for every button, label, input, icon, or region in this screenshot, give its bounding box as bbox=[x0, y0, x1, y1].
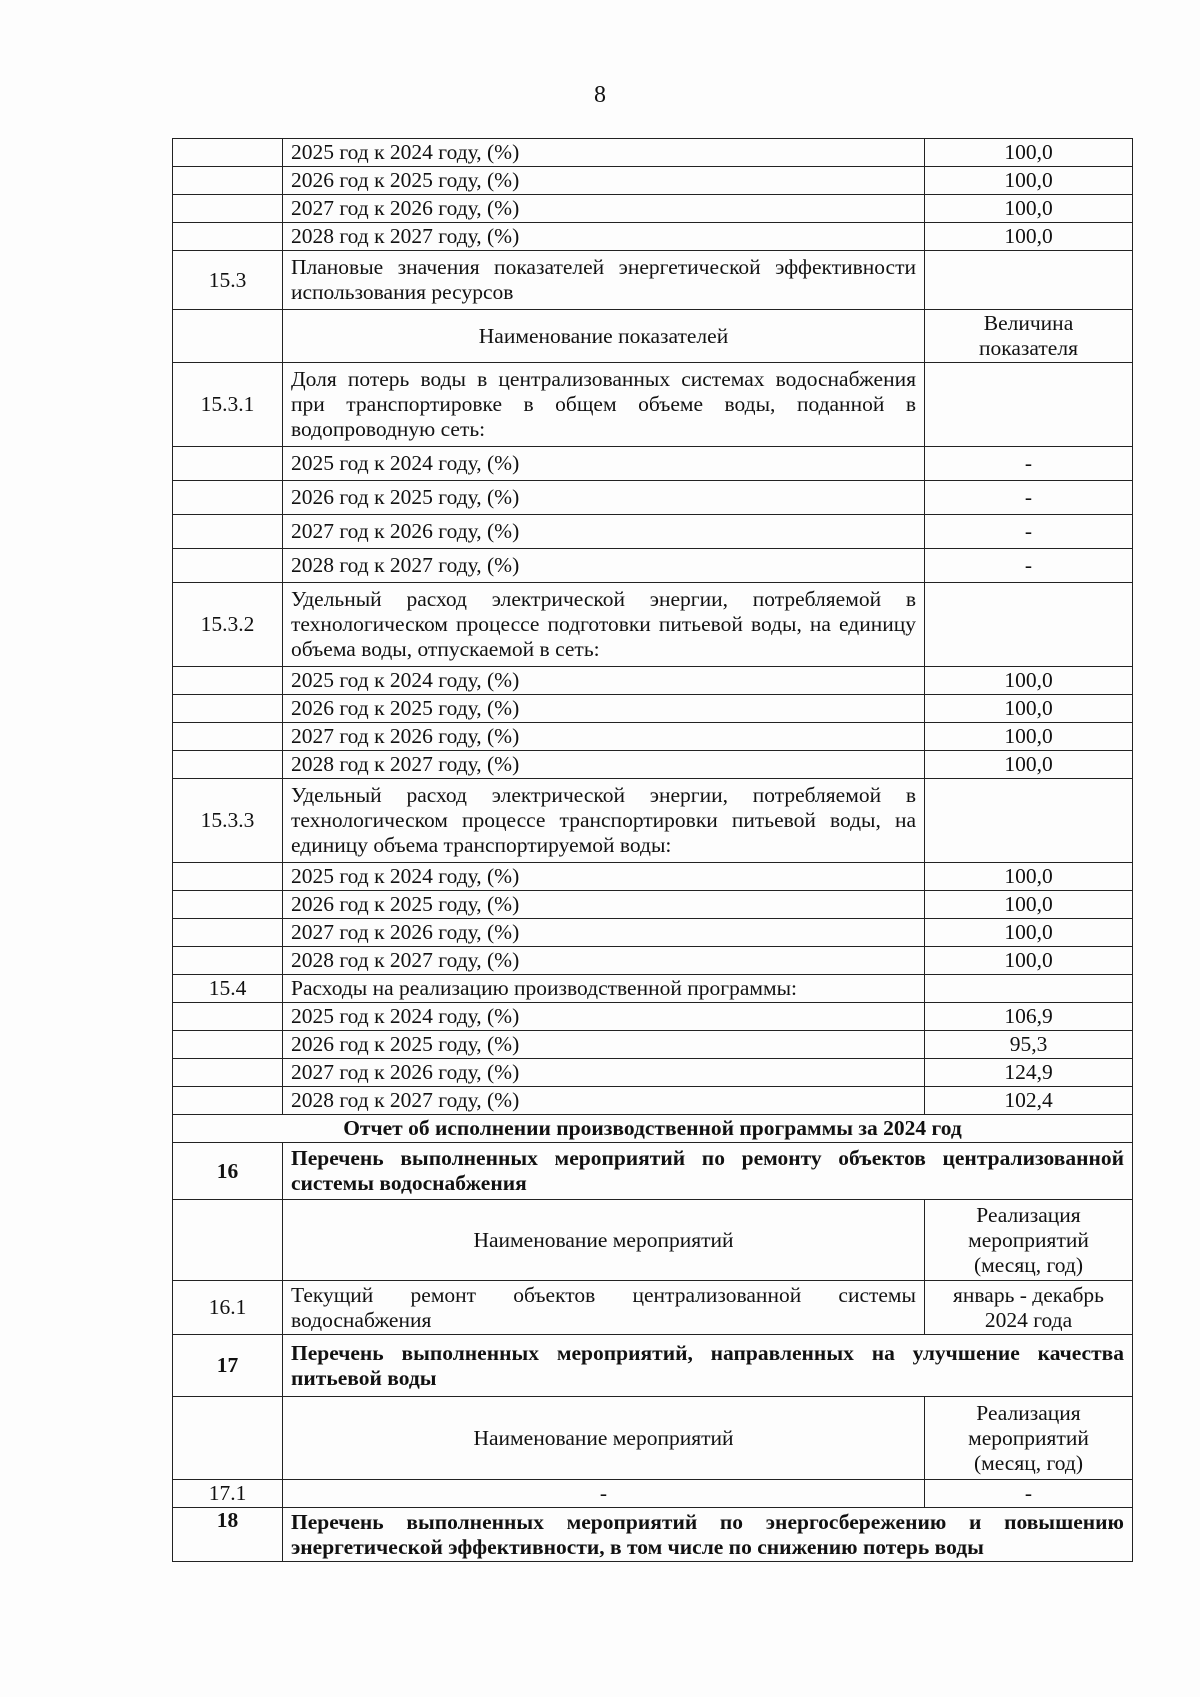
row-value: январь - декабрь 2024 года bbox=[925, 1281, 1133, 1335]
row-label: 2027 год к 2026 году, (%) bbox=[283, 919, 925, 947]
row-label: 2025 год к 2024 году, (%) bbox=[283, 863, 925, 891]
report-heading: Отчет об исполнении производственной программы за 2024 год bbox=[173, 1115, 1133, 1143]
row-label: 2026 год к 2025 году, (%) bbox=[283, 1031, 925, 1059]
row-value: - bbox=[925, 1480, 1133, 1508]
row-number bbox=[173, 919, 283, 947]
row-number bbox=[173, 1031, 283, 1059]
table-row bbox=[173, 139, 1133, 167]
row-value bbox=[925, 363, 1133, 447]
section-17-row bbox=[173, 1335, 1133, 1397]
row-label: 2027 год к 2026 году, (%) bbox=[283, 723, 925, 751]
row-value: 100,0 bbox=[925, 751, 1133, 779]
row-label: 2025 год к 2024 году, (%) bbox=[283, 139, 925, 167]
row-label: 2027 год к 2026 году, (%) bbox=[283, 515, 925, 549]
row-value: 100,0 bbox=[925, 167, 1133, 195]
column-header-name: Наименование мероприятий bbox=[283, 1200, 925, 1281]
row-label: 2025 год к 2024 году, (%) bbox=[283, 447, 925, 481]
column-header-row bbox=[173, 1397, 1133, 1480]
program-table bbox=[172, 138, 1133, 1562]
row-number bbox=[173, 751, 283, 779]
row-value: 100,0 bbox=[925, 139, 1133, 167]
table-row bbox=[173, 947, 1133, 975]
row-label: 2025 год к 2024 году, (%) bbox=[283, 1003, 925, 1031]
row-number bbox=[173, 863, 283, 891]
row-label: 2028 год к 2027 году, (%) bbox=[283, 947, 925, 975]
section-number: 16 bbox=[173, 1143, 283, 1200]
row-number bbox=[173, 695, 283, 723]
row-value bbox=[925, 251, 1133, 310]
table-row bbox=[173, 695, 1133, 723]
table-row bbox=[173, 447, 1133, 481]
table-row bbox=[173, 481, 1133, 515]
table-row bbox=[173, 223, 1133, 251]
row-label: Доля потерь воды в централизованных системах водоснабжения при транспортировке в общем объеме воды, поданной в водопроводную сеть: bbox=[283, 363, 925, 447]
row-number bbox=[173, 723, 283, 751]
table-row-15-3 bbox=[173, 251, 1133, 310]
row-value: 100,0 bbox=[925, 695, 1133, 723]
table-row bbox=[173, 891, 1133, 919]
report-heading-row bbox=[173, 1115, 1133, 1143]
row-label: 2028 год к 2027 году, (%) bbox=[283, 751, 925, 779]
table-row-16-1 bbox=[173, 1281, 1133, 1335]
row-label: 2026 год к 2025 году, (%) bbox=[283, 891, 925, 919]
row-value: 100,0 bbox=[925, 863, 1133, 891]
row-number: 15.3 bbox=[173, 251, 283, 310]
row-value: - bbox=[925, 447, 1133, 481]
row-number bbox=[173, 1397, 283, 1480]
table-row bbox=[173, 723, 1133, 751]
row-number bbox=[173, 1059, 283, 1087]
section-18-row bbox=[173, 1508, 1133, 1562]
page-number: 8 bbox=[594, 82, 606, 108]
table-row bbox=[173, 1003, 1133, 1031]
section-number: 17 bbox=[173, 1335, 283, 1397]
column-header-value: Реализация мероприятий (месяц, год) bbox=[925, 1397, 1133, 1480]
row-value: 100,0 bbox=[925, 919, 1133, 947]
section-number: 18 bbox=[173, 1508, 283, 1562]
row-label: 2028 год к 2027 году, (%) bbox=[283, 223, 925, 251]
row-label: 2025 год к 2024 году, (%) bbox=[283, 667, 925, 695]
table-row-15-3-3 bbox=[173, 779, 1133, 863]
row-label: Текущий ремонт объектов централизованной системы водоснабжения bbox=[283, 1281, 925, 1335]
row-value: 100,0 bbox=[925, 223, 1133, 251]
row-number bbox=[173, 667, 283, 695]
row-number bbox=[173, 1003, 283, 1031]
column-header-value: Реализация мероприятий (месяц, год) bbox=[925, 1200, 1133, 1281]
column-header-row bbox=[173, 310, 1133, 363]
section-title: Перечень выполненных мероприятий, направленных на улучшение качества питьевой воды bbox=[283, 1335, 1133, 1397]
row-number bbox=[173, 195, 283, 223]
row-label: 2028 год к 2027 году, (%) bbox=[283, 1087, 925, 1115]
section-title: Перечень выполненных мероприятий по ремонту объектов централизованной системы водоснабжения bbox=[283, 1143, 1133, 1200]
row-value: - bbox=[925, 515, 1133, 549]
column-header-name: Наименование мероприятий bbox=[283, 1397, 925, 1480]
row-label: Удельный расход электрической энергии, потребляемой в технологическом процессе транспортировки питьевой воды, на единицу объема транспортируемой воды: bbox=[283, 779, 925, 863]
row-number bbox=[173, 515, 283, 549]
row-label: Расходы на реализацию производственной программы: bbox=[283, 975, 925, 1003]
row-number: 15.3.3 bbox=[173, 779, 283, 863]
row-value: 124,9 bbox=[925, 1059, 1133, 1087]
row-label: 2026 год к 2025 году, (%) bbox=[283, 481, 925, 515]
table-row bbox=[173, 863, 1133, 891]
table-row bbox=[173, 919, 1133, 947]
row-number: 15.3.1 bbox=[173, 363, 283, 447]
column-header-name: Наименование показателей bbox=[283, 310, 925, 363]
table-row bbox=[173, 1031, 1133, 1059]
row-number: 16.1 bbox=[173, 1281, 283, 1335]
table-row bbox=[173, 1087, 1133, 1115]
row-number bbox=[173, 1087, 283, 1115]
row-number bbox=[173, 223, 283, 251]
row-number bbox=[173, 1200, 283, 1281]
row-label: 2026 год к 2025 году, (%) bbox=[283, 167, 925, 195]
table-row-15-3-2 bbox=[173, 583, 1133, 667]
row-value: 106,9 bbox=[925, 1003, 1133, 1031]
row-value: - bbox=[925, 549, 1133, 583]
row-number bbox=[173, 447, 283, 481]
row-number: 17.1 bbox=[173, 1480, 283, 1508]
table-row bbox=[173, 515, 1133, 549]
row-number bbox=[173, 891, 283, 919]
row-label: 2026 год к 2025 году, (%) bbox=[283, 695, 925, 723]
table-row bbox=[173, 751, 1133, 779]
table-row bbox=[173, 167, 1133, 195]
row-number bbox=[173, 167, 283, 195]
section-16-row bbox=[173, 1143, 1133, 1200]
row-label: - bbox=[283, 1480, 925, 1508]
column-header-row bbox=[173, 1200, 1133, 1281]
table-row bbox=[173, 1059, 1133, 1087]
column-header-value: Величина показателя bbox=[925, 310, 1133, 363]
row-label: Плановые значения показателей энергетической эффективности использования ресурсов bbox=[283, 251, 925, 310]
row-value bbox=[925, 975, 1133, 1003]
row-number bbox=[173, 310, 283, 363]
row-value bbox=[925, 583, 1133, 667]
row-number bbox=[173, 139, 283, 167]
row-number bbox=[173, 481, 283, 515]
row-number bbox=[173, 549, 283, 583]
table-row-17-1 bbox=[173, 1480, 1133, 1508]
row-value: 102,4 bbox=[925, 1087, 1133, 1115]
row-label: 2028 год к 2027 году, (%) bbox=[283, 549, 925, 583]
row-number bbox=[173, 947, 283, 975]
row-number: 15.3.2 bbox=[173, 583, 283, 667]
table-row-15-4 bbox=[173, 975, 1133, 1003]
row-value: 100,0 bbox=[925, 723, 1133, 751]
table-row-15-3-1 bbox=[173, 363, 1133, 447]
table-row bbox=[173, 195, 1133, 223]
row-value bbox=[925, 779, 1133, 863]
row-value: 100,0 bbox=[925, 947, 1133, 975]
table-row bbox=[173, 549, 1133, 583]
section-title: Перечень выполненных мероприятий по энергосбережению и повышению энергетической эффективности, в том числе по снижению потерь воды bbox=[283, 1508, 1133, 1562]
row-label: 2027 год к 2026 году, (%) bbox=[283, 1059, 925, 1087]
row-label: 2027 год к 2026 году, (%) bbox=[283, 195, 925, 223]
table-row bbox=[173, 667, 1133, 695]
row-value: 100,0 bbox=[925, 667, 1133, 695]
row-value: 100,0 bbox=[925, 891, 1133, 919]
row-number: 15.4 bbox=[173, 975, 283, 1003]
row-value: 95,3 bbox=[925, 1031, 1133, 1059]
row-label: Удельный расход электрической энергии, потребляемой в технологическом процессе подготовки питьевой воды, на единицу объема воды, отпускаемой в сеть: bbox=[283, 583, 925, 667]
row-value: - bbox=[925, 481, 1133, 515]
row-value: 100,0 bbox=[925, 195, 1133, 223]
